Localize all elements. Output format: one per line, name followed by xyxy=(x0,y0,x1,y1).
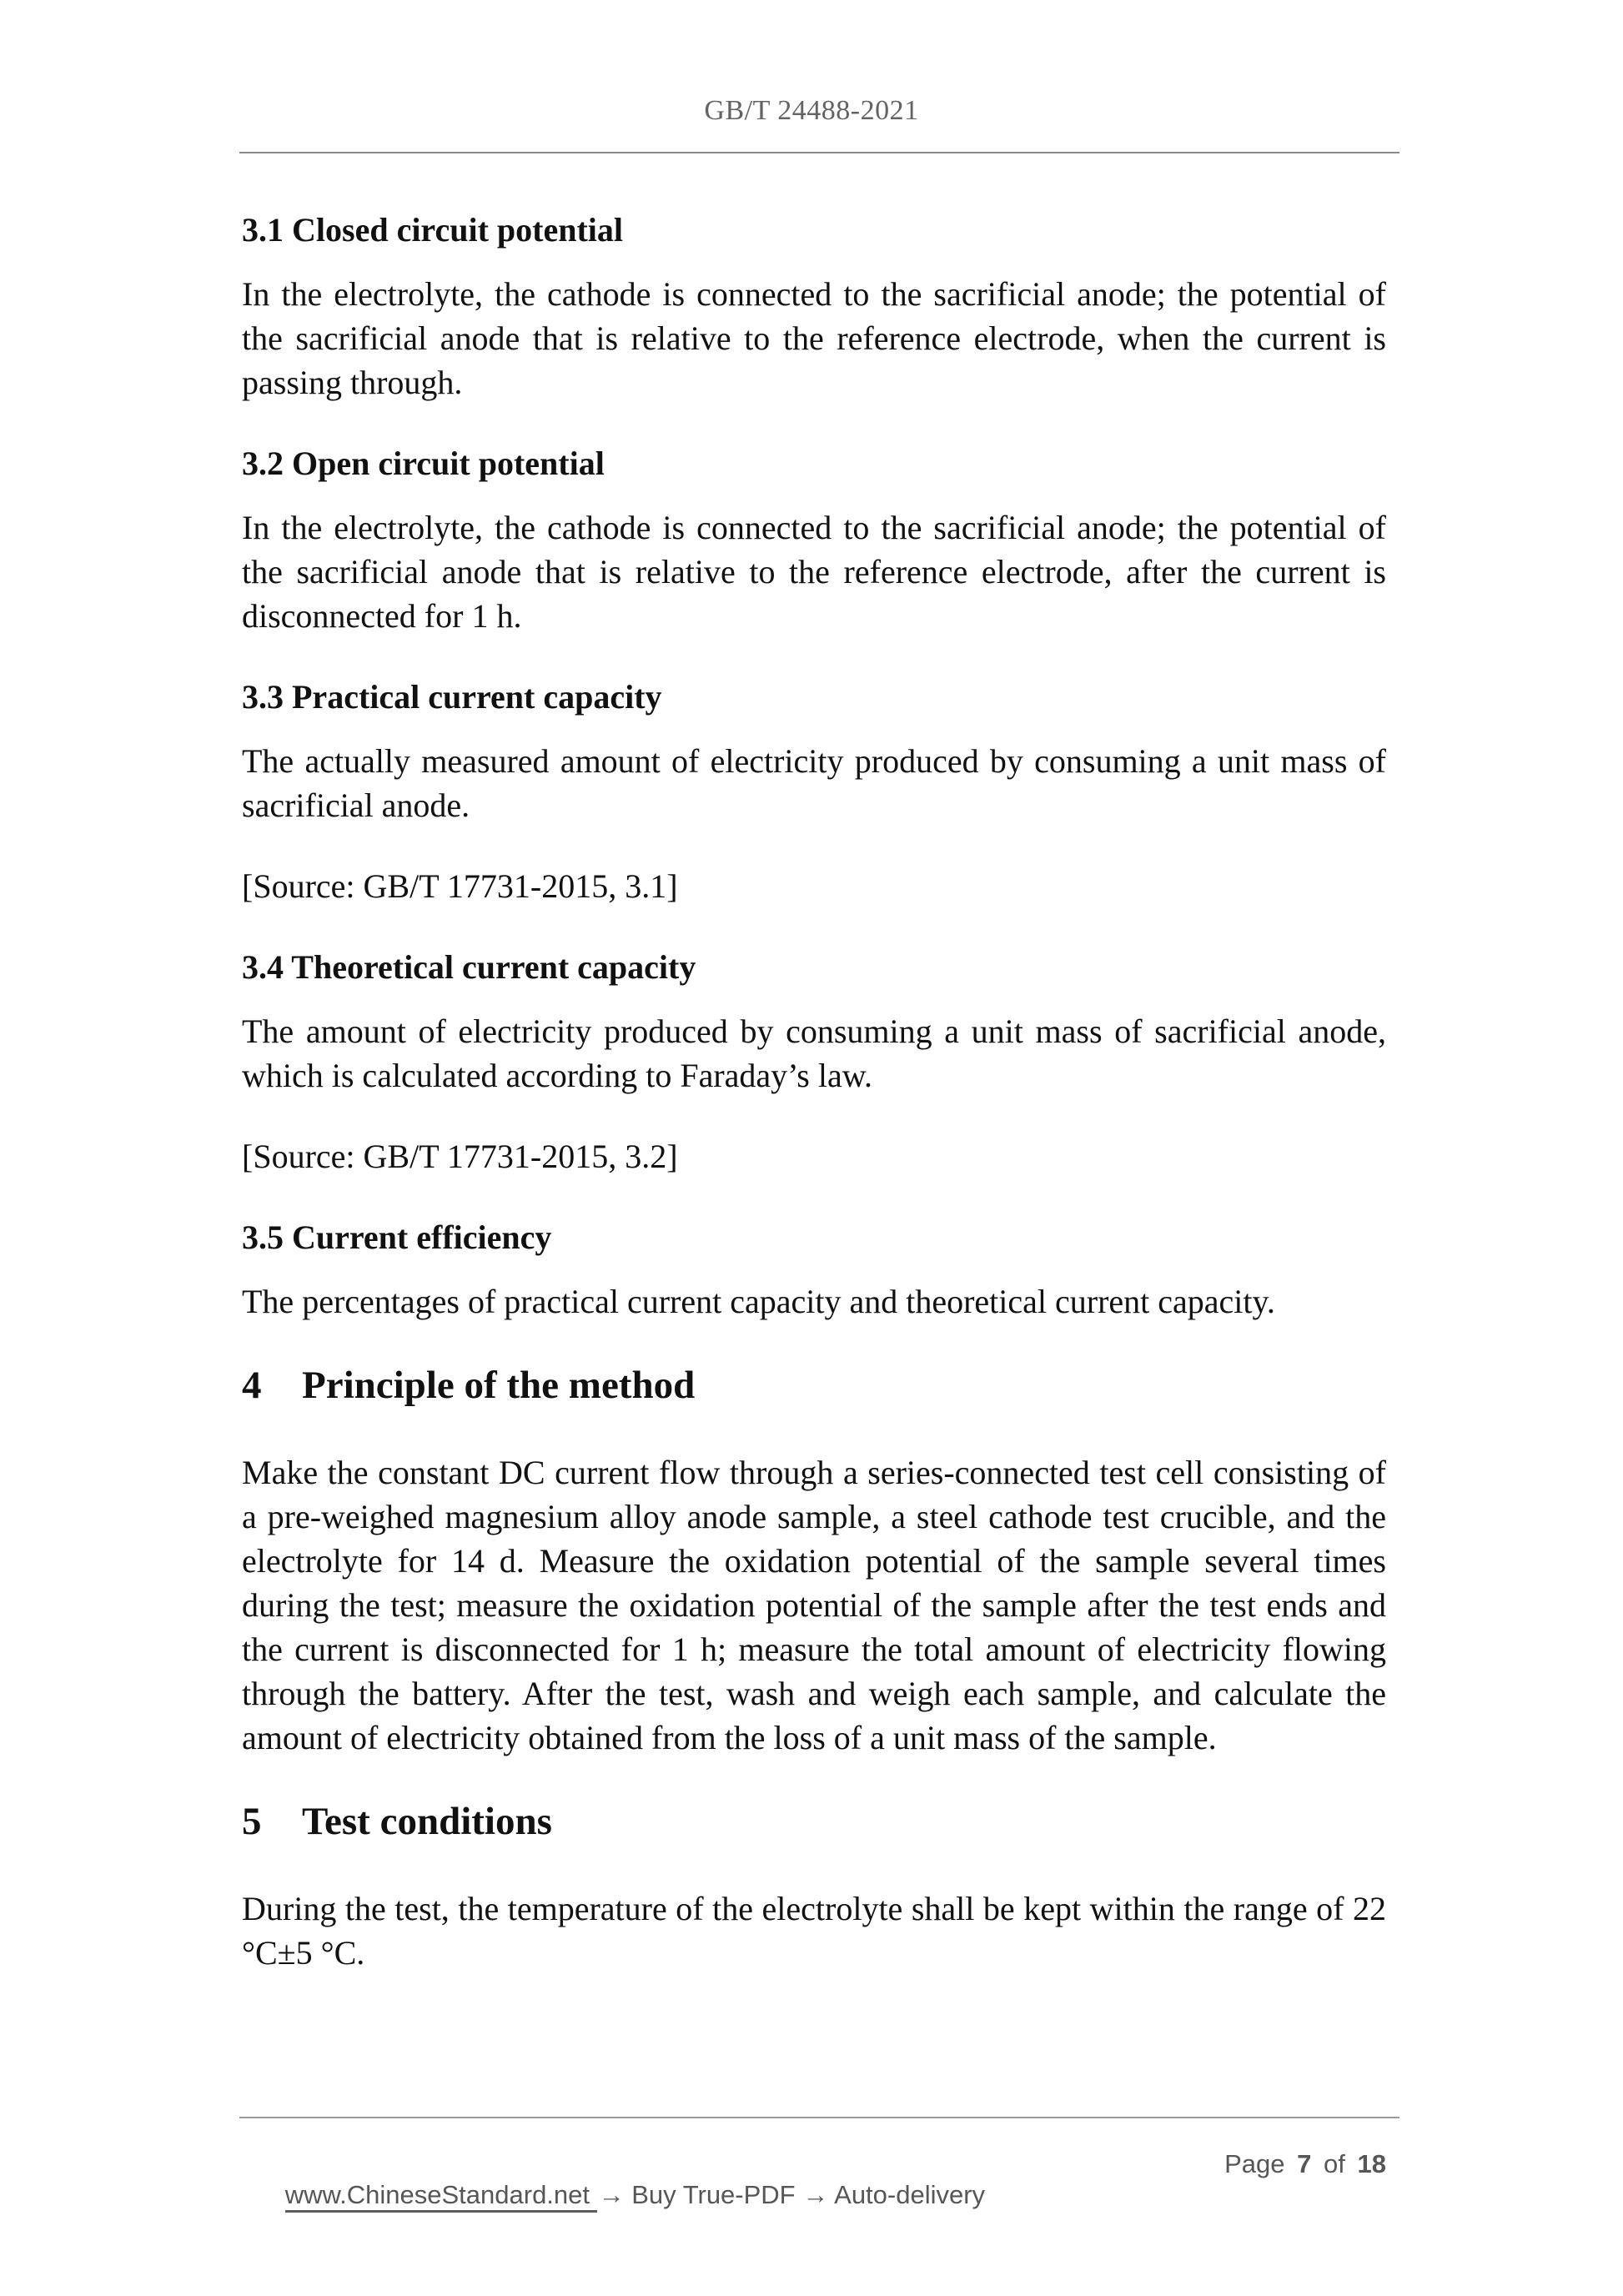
chinesestandard-link[interactable]: www.ChineseStandard.net xyxy=(285,2180,597,2213)
current-page-number: 7 xyxy=(1297,2149,1312,2178)
footer-breadcrumb-tail: → Buy True-PDF → Auto-delivery xyxy=(598,2180,986,2210)
heading-3-4-theoretical-current-capacity: 3.4 Theoretical current capacity xyxy=(242,948,696,986)
page-indicator xyxy=(1224,2148,1386,2179)
section-5-title: Test conditions xyxy=(302,1800,552,1843)
paragraph-3-5: The percentages of practical current capacity and theoretical current capacity. xyxy=(242,1283,1275,1320)
paragraph-3-1: In the electrolyte, the cathode is connected to the sacrificial anode; the potential of the sacrificial anode that is relative to the reference electrode, when the current is passing through. xyxy=(242,275,1386,401)
heading-3-3-practical-current-capacity: 3.3 Practical current capacity xyxy=(242,678,662,716)
document-body xyxy=(242,154,1386,2012)
heading-4-principle-of-the-method xyxy=(242,1360,1386,1410)
section-4-title: Principle of the method xyxy=(302,1364,696,1407)
paragraph-3-3: The actually measured amount of electricity produced by consuming a unit mass of sacrificial anode. xyxy=(242,742,1386,824)
footer-breadcrumb xyxy=(242,2148,985,2242)
paragraph-4: Make the constant DC current flow through a series-connected test cell consisting of a pre-weighed magnesium alloy anode sample, a steel cathode test crucible, and the electrolyte for 14 d. Measure the oxidation potential of the sample several times during the test; measure the oxidation potential of the sample after the test ends and the current is disconnected for 1 h; measure the total amount of electricity flowing through the battery. After the test, wash and weigh each sample, and calculate the amount of electricity obtained from the loss of a unit mass of the sample. xyxy=(242,1454,1386,1756)
standard-number-header: GB/T 24488-2021 xyxy=(704,95,919,126)
page-footer xyxy=(242,2148,1386,2242)
header-rule xyxy=(239,152,1399,153)
heading-3-1-closed-circuit-potential: 3.1 Closed circuit potential xyxy=(242,211,624,249)
heading-3-2-open-circuit-potential: 3.2 Open circuit potential xyxy=(242,445,605,482)
total-page-number: 18 xyxy=(1357,2149,1386,2178)
paragraph-3-4: The amount of electricity produced by consuming a unit mass of sacrificial anode, which is calculated according to Faraday’s law. xyxy=(242,1012,1386,1094)
of-label: of xyxy=(1324,2149,1345,2178)
paragraph-3-2: In the electrolyte, the cathode is connected to the sacrificial anode; the potential of the sacrificial anode that is relative to the reference electrode, after the current is disconnected for 1 h. xyxy=(242,509,1386,635)
heading-5-test-conditions xyxy=(242,1796,1386,1846)
paragraph-5: During the test, the temperature of the electrolyte shall be kept within the range of 22 °C±5 °C. xyxy=(242,1890,1386,1972)
section-4-number: 4 xyxy=(242,1364,262,1407)
source-reference-3-2: [Source: GB/T 17731-2015, 3.2] xyxy=(242,1138,678,1175)
source-reference-3-1: [Source: GB/T 17731-2015, 3.1] xyxy=(242,867,678,905)
section-5-number: 5 xyxy=(242,1800,262,1843)
footer-rule xyxy=(239,2117,1399,2118)
heading-3-5-current-efficiency: 3.5 Current efficiency xyxy=(242,1218,552,1256)
page-label: Page xyxy=(1224,2149,1285,2178)
